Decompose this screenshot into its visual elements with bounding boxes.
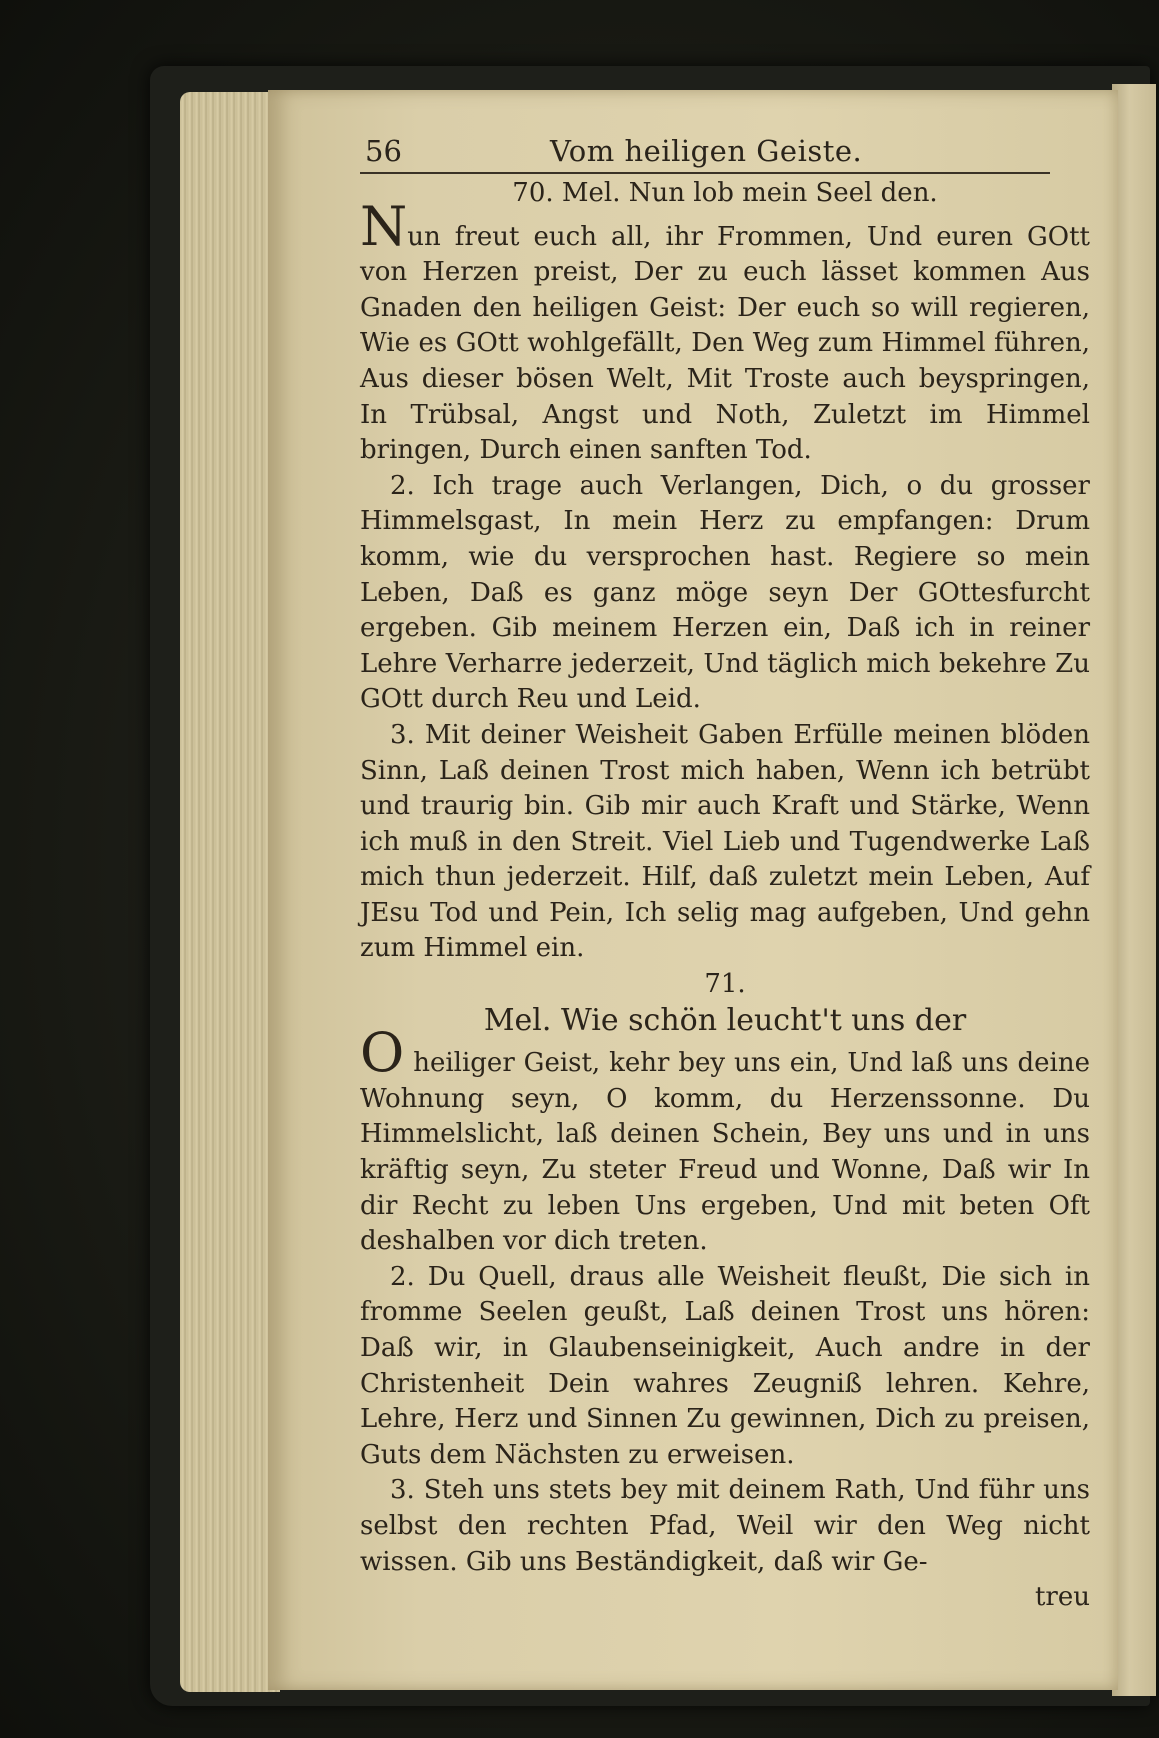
facing-page-edge: [1112, 84, 1156, 1696]
hymn-70-verse-1: Nun freut euch all, ihr Frommen, Und euren GOtt von Herzen preist, Der zu euch lässet kommen Aus Gnaden den heiligen Geist: Der euch so will regieren, Wie es GOtt wohlgefällt, Den Weg zum Himmel führen, Aus dieser bösen Welt, Mit Troste auch beyspringen, In Trübsal, Angst und Noth, Zuletzt im Himmel bringen, Durch einen sanften Tod.: [360, 194, 1090, 466]
page-number: 56: [365, 134, 402, 168]
hymn-71-verse-2: 2. Du Quell, draus alle Weisheit fleußt, Die sich in fromme Seelen geußt, Laß deinen Trost uns hören: Daß wir, in Glaubenseinigkeit, Auch andre in der Christenheit Dein wahres Zeugniß lehren. Kehre, Lehre, Herz und Sinnen Zu gewinnen, Dich zu preisen, Guts dem Nächsten zu erweisen.: [360, 1261, 1090, 1470]
page-header: [365, 128, 1065, 174]
running-title: Vom heiligen Geiste.: [550, 134, 863, 168]
catchword: treu: [1034, 1582, 1090, 1613]
hymn-70-verse-2: 2. Ich trage auch Verlangen, Dich, o du grosser Himmelsgast, In mein Herz zu empfangen: Drum komm, wie du versprochen hast. Regiere so mein Leben, Daß es ganz möge seyn Der GOttesfurcht ergeben. Gib meinem Herzen ein, Daß ich in reiner Lehre Verharre jederzeit, Und täglich mich bekehre Zu GOtt durch Reu und Leid.: [360, 470, 1090, 715]
hymn-70-heading: 70. Mel. Nun lob mein Seel den.: [512, 178, 938, 208]
page-text: [360, 176, 1090, 1616]
hymn-71-number: 71.: [704, 969, 746, 1000]
hymn-71-heading: Mel. Wie schön leucht't uns der: [483, 1002, 967, 1038]
header-rule: [360, 172, 1050, 174]
hymn-70-verse-3: 3. Mit deiner Weisheit Gaben Erfülle meinen blöden Sinn, Laß deinen Trost mich haben, Wenn ich betrübt und traurig bin. Gib mir auch Kraft und Stärke, Wenn ich muß in den Streit. Viel Lieb und Tugendwerke Laß mich thun jederzeit. Hilf, daß zuletzt mein Leben, Auf JEsu Tod und Pein, Ich selig mag aufgeben, Und gehn zum Himmel ein.: [360, 719, 1090, 964]
hymn-71-verse-1: O heiliger Geist, kehr bey uns ein, Und laß uns deine Wohnung seyn, O komm, du Herzenssonne. Du Himmelslicht, laß deinen Schein, Bey uns und in uns kräftig seyn, Zu steter Freud und Wonne, Daß wir In dir Recht zu leben Uns ergeben, Und mit beten Oft deshalben vor dich treten.: [360, 1021, 1090, 1257]
page-edges: [180, 92, 280, 1692]
hymn-71-verse-3: 3. Steh uns stets bey mit deinem Rath, Und führ uns selbst den rechten Pfad, Weil wir den Weg nicht wissen. Gib uns Beständigkeit, daß wir Ge-: [360, 1475, 1090, 1577]
